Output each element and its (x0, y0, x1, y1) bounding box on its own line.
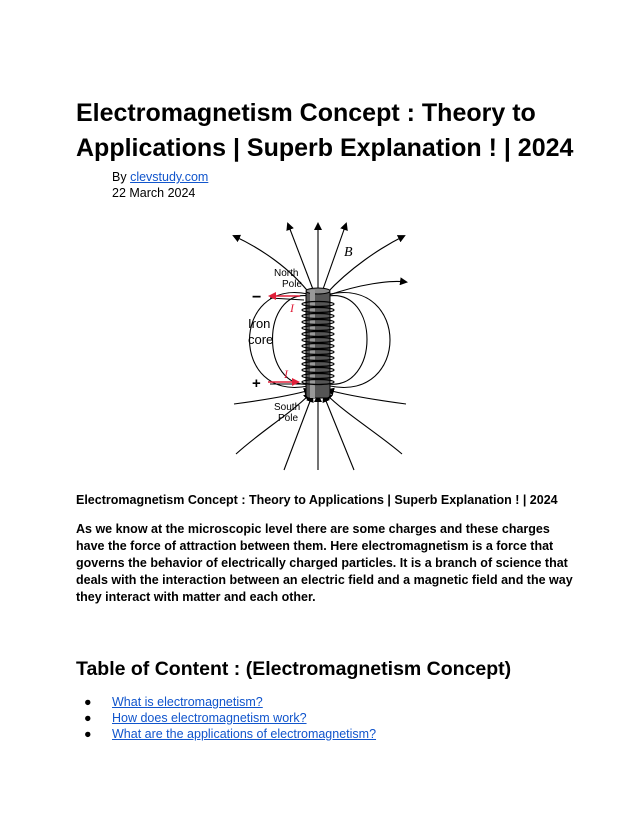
lead-wire-top (270, 298, 304, 300)
toc-link-how-works[interactable]: How does electromagnetism work? (112, 711, 307, 725)
north-pole-label-1: North (274, 268, 299, 279)
south-pole-label-2: Pole (278, 413, 299, 424)
toc-heading: Table of Content : (Electromagnetism Concept) (76, 658, 512, 680)
plus-terminal: + (252, 375, 261, 392)
article-subtitle: Electromagnetism Concept : Theory to Applications | Superb Explanation ! | 2024 (76, 493, 558, 507)
byline (112, 169, 208, 185)
minus-terminal: − (252, 289, 262, 306)
toc-item (84, 694, 376, 710)
toc-list (84, 694, 376, 742)
intro-paragraph: As we know at the microscopic level there are some charges and these charges have the force of attraction between them. Here electromagnetism is a force that governs the behavior of electrically charged particles. It is a branch of science that deals with the interaction between an electric field and a magnetic field and the way they interact with matter and each other. (76, 522, 573, 604)
north-pole-label-2: Pole (282, 279, 303, 290)
author-link[interactable]: clevstudy.com (130, 170, 209, 184)
iron-core-label-2: core (248, 332, 274, 347)
bullet-icon: ● (84, 711, 92, 725)
current-label-bottom: I (284, 367, 288, 381)
iron-core-label-1: Iron (248, 316, 271, 331)
field-line-upper-right (326, 282, 406, 296)
electromagnet-figure (230, 218, 410, 474)
field-line-lower-right (328, 390, 406, 404)
article-title: Electromagnetism Concept : Theory to Applications | Superb Explanation ! | 2024 (76, 99, 574, 162)
field-b-label: B (344, 245, 353, 260)
field-line-bottom-far-right (326, 394, 402, 454)
toc-link-applications[interactable]: What are the applications of electromagnetism? (112, 727, 377, 741)
field-line-bottom-right (324, 396, 354, 470)
toc-link-what-is[interactable]: What is electromagnetism? (112, 695, 263, 709)
toc-item (84, 726, 376, 742)
field-loop-right-outer (330, 293, 390, 388)
publish-date: 22 March 2024 (112, 186, 196, 200)
byline-prefix: By (112, 170, 131, 184)
toc-item (84, 710, 376, 726)
bullet-icon: ● (84, 695, 92, 709)
current-label-top: I (290, 301, 294, 315)
bullet-icon: ● (84, 727, 92, 741)
south-pole-label-1: South (274, 402, 301, 413)
field-line-top-right (322, 224, 346, 292)
